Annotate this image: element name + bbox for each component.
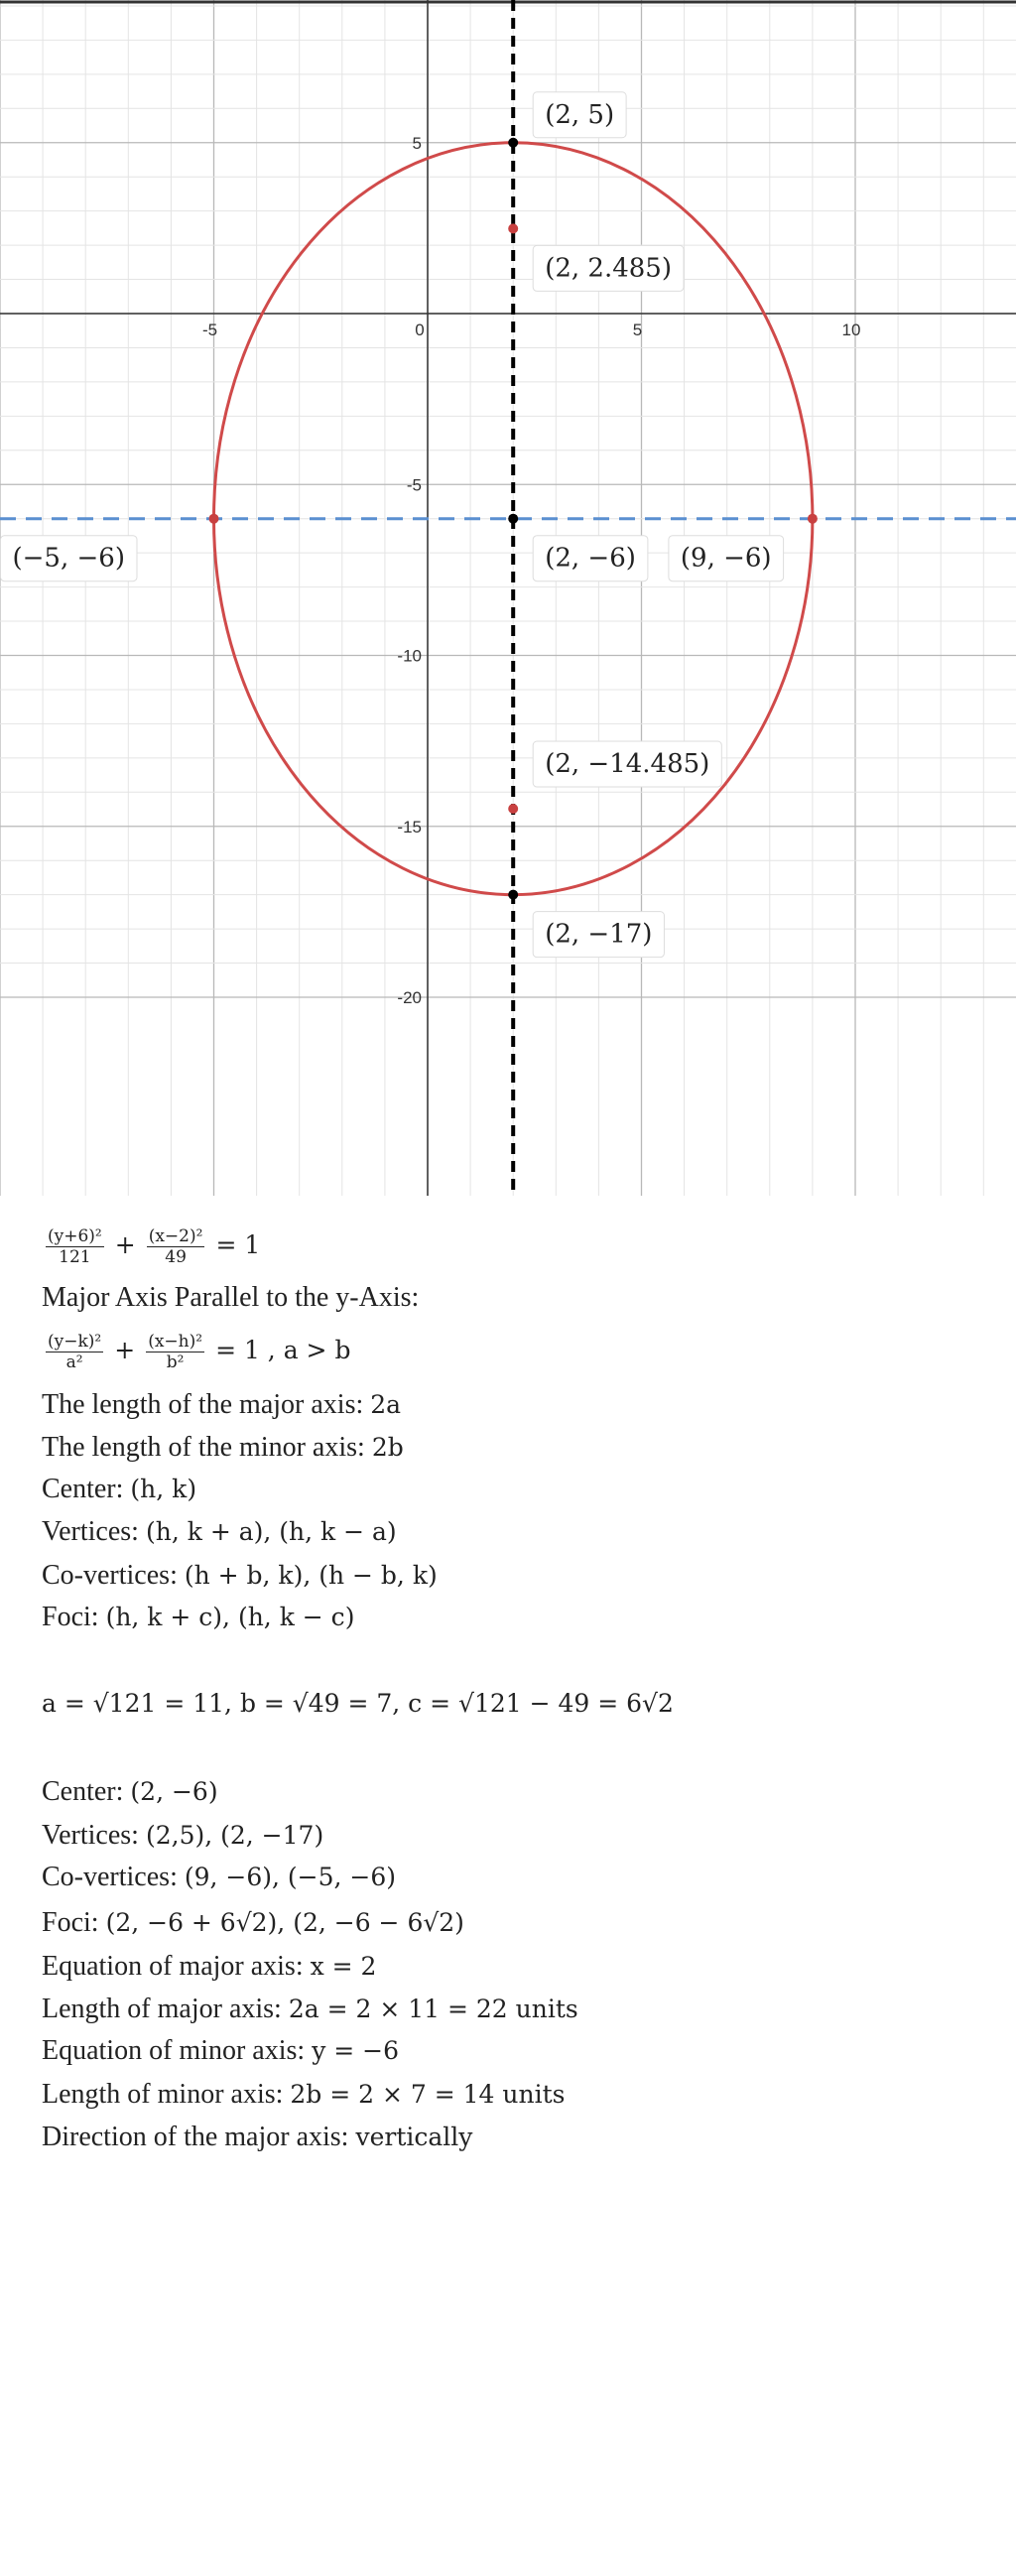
x-tick-label: 0 <box>415 321 425 339</box>
solution-line <box>42 1862 396 1893</box>
solution-line <box>42 2122 472 2153</box>
line-label: Vertices: <box>42 1516 146 1547</box>
x-tick-label: -5 <box>201 321 218 339</box>
solution-line <box>42 1389 401 1421</box>
line-label: Center: <box>42 1776 131 1807</box>
solution-line <box>42 1602 354 1633</box>
x-tick-label <box>0 321 1 339</box>
general-equation <box>42 1332 350 1372</box>
point-marker <box>508 138 518 148</box>
line-math: (2, −6) <box>130 1777 218 1806</box>
line-label: Length of minor axis: <box>42 2079 291 2110</box>
line-math: (h, k + a), (h, k − a) <box>145 1517 397 1546</box>
line-math: x = 2 <box>310 1952 377 1981</box>
point-marker <box>508 223 518 233</box>
y-tick-label: 5 <box>412 133 422 153</box>
x-tick-label: 5 <box>632 321 643 339</box>
point-marker <box>508 890 518 900</box>
solution-line <box>42 1776 218 1808</box>
numerator: (x−h)² <box>148 1332 203 1352</box>
line-math: (h, k + c), (h, k − c) <box>105 1603 355 1631</box>
denominator: 49 <box>165 1247 187 1267</box>
denominator: b² <box>166 1352 185 1372</box>
given-equation <box>42 1226 260 1267</box>
line-label: The length of the major axis: <box>42 1389 371 1420</box>
ellipse-graph <box>0 0 1016 1196</box>
solution-line <box>42 2035 399 2067</box>
solution-line <box>42 1432 404 1464</box>
y-tick-label: -10 <box>397 646 422 666</box>
curves <box>0 0 1016 1196</box>
solution-line <box>42 1951 376 1983</box>
point-marker <box>209 514 219 524</box>
line-math: (h, k) <box>130 1475 197 1503</box>
solution-line <box>42 1907 464 1939</box>
point-label: (2, −17) <box>545 919 653 950</box>
y-tick-label: -5 <box>406 475 422 495</box>
point-label: (2, 5) <box>545 99 615 130</box>
solution-line <box>42 1516 397 1548</box>
solution-line <box>42 1560 438 1592</box>
plus: + <box>114 1335 136 1364</box>
solution-line <box>42 1994 578 2025</box>
point-label: (9, −6) <box>680 543 772 574</box>
line-label: Equation of major axis: <box>42 1951 311 1982</box>
rhs: = 1 <box>215 1229 261 1259</box>
heading: Major Axis Parallel to the y-Axis: <box>42 1282 420 1313</box>
point-marker <box>808 514 818 524</box>
line-label: Center: <box>42 1474 131 1504</box>
solution-line <box>42 2079 565 2111</box>
line-math: 2a <box>370 1390 402 1419</box>
point-label: (2, 2.485) <box>545 253 672 284</box>
denominator: 121 <box>59 1247 91 1267</box>
line-label: Equation of minor axis: <box>42 2035 313 2066</box>
plus: + <box>114 1229 136 1259</box>
axes <box>0 0 1016 1196</box>
y-tick-label: -20 <box>397 988 422 1007</box>
numerator: (y−k)² <box>48 1332 102 1352</box>
line-math: (2, −6 + 6√2), (2, −6 − 6√2) <box>105 1908 464 1937</box>
line-label: Vertices: <box>42 1820 146 1851</box>
abc-values: a = √121 = 11, b = √49 = 7, c = √121 − 49 = 6√2 <box>42 1689 674 1718</box>
numerator: (x−2)² <box>148 1226 203 1246</box>
grid <box>0 0 1016 1196</box>
line-math: vertically <box>355 2123 473 2151</box>
y-tick-label: -15 <box>397 817 422 837</box>
point-label: (2, −14.485) <box>545 749 710 780</box>
denominator: a² <box>65 1352 83 1372</box>
solution-line <box>42 1474 196 1505</box>
line-math: 2b = 2 × 7 = 14 units <box>290 2080 566 2109</box>
point-label: (−5, −6) <box>12 543 125 574</box>
line-label: Foci: <box>42 1602 106 1632</box>
line-label: Length of major axis: <box>42 1994 289 2024</box>
point-marker <box>508 514 518 524</box>
line-label: Direction of the major axis: <box>42 2122 356 2152</box>
line-math: y = −6 <box>312 2036 400 2065</box>
line-label: Co-vertices: <box>42 1560 185 1591</box>
line-math: (h + b, k), (h − b, k) <box>184 1561 438 1590</box>
numerator: (y+6)² <box>48 1226 102 1246</box>
line-label: The length of the minor axis: <box>42 1432 372 1463</box>
x-tick-label: 10 <box>841 321 861 339</box>
line-math: 2b <box>371 1433 404 1462</box>
point-label: (2, −6) <box>545 543 636 574</box>
line-math: 2a = 2 × 11 = 22 units <box>288 1995 578 2023</box>
line-math: (9, −6), (−5, −6) <box>184 1863 397 1891</box>
line-label: Co-vertices: <box>42 1862 185 1892</box>
solution-line <box>42 1820 323 1852</box>
line-math: (2,5), (2, −17) <box>145 1821 324 1850</box>
point-marker <box>508 804 518 814</box>
line-label: Foci: <box>42 1907 106 1938</box>
rhs: = 1 , a > b <box>215 1335 351 1364</box>
